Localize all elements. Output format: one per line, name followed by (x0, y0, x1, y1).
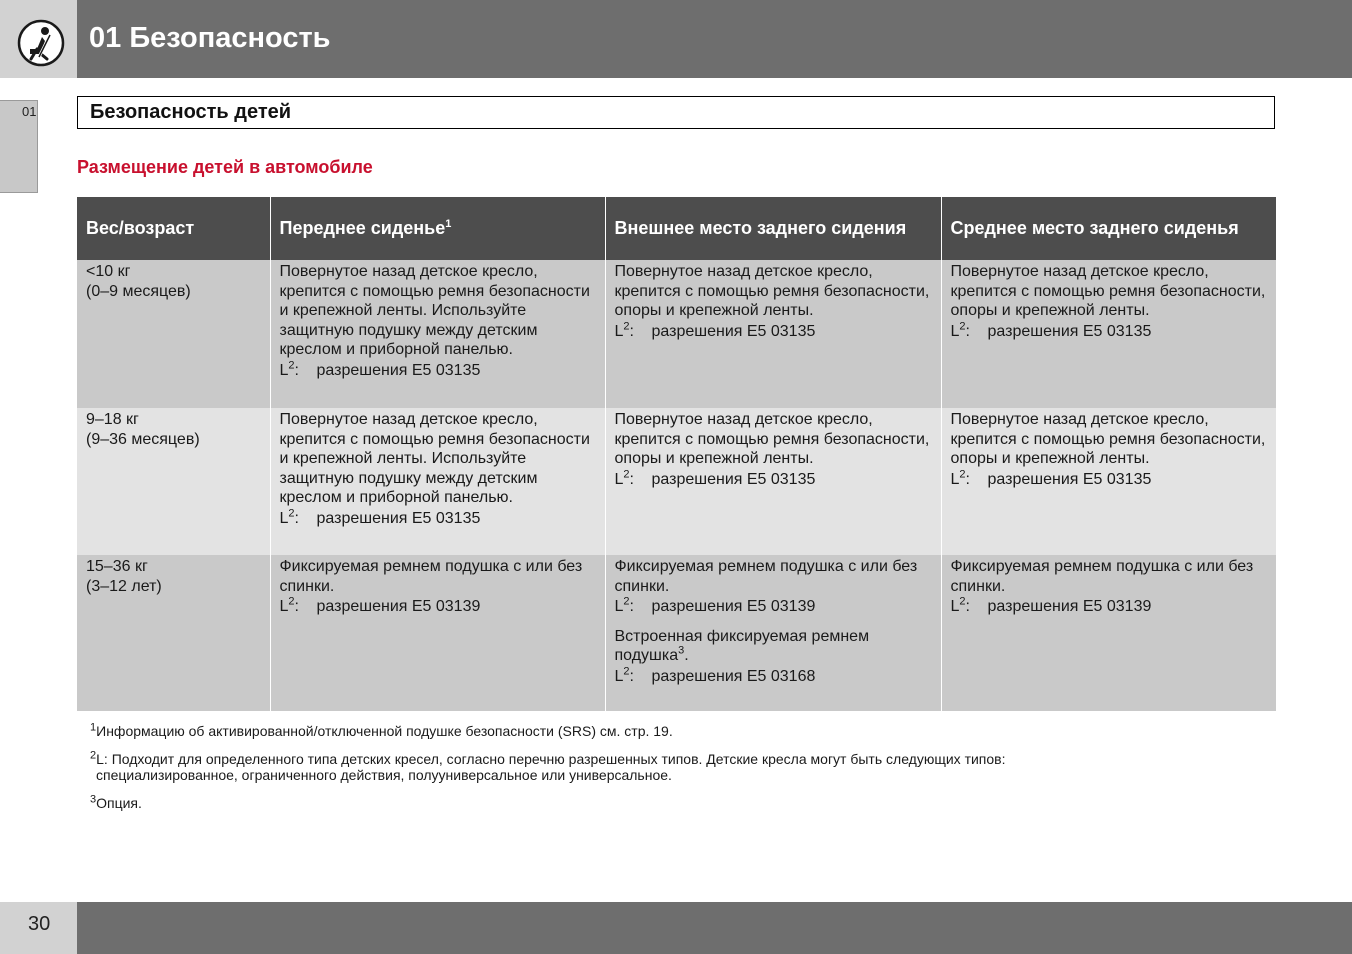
seat-description: Повернутое назад детское кресло, крепится с помощью ремня безопасности, опоры и крепежной ленты. (614, 263, 930, 319)
header-rear-middle: Среднее место заднего сиденья (941, 197, 1276, 260)
table-row (77, 260, 1276, 408)
footnote-3: $^3$Опция. (90, 793, 142, 811)
approval: $L^2$: разрешения E5 03139 (614, 595, 816, 615)
seat-description: Повернутое назад детское кресло, крепится с помощью ремня безопасности, опоры и крепежной ленты. (950, 263, 1266, 319)
chapter-icon-box (0, 0, 77, 78)
header-rear-outer: Внешнее место заднего сидения (605, 197, 941, 260)
cell-front-seat (270, 408, 605, 555)
seat-description: Повернутое назад детское кресло, крепится с помощью ремня безопасности и крепежной ленты. Используйте защитную подушку между детским креслом и приборной панелью. (279, 263, 590, 358)
chapter-title: 01 Безопасность (89, 22, 331, 54)
seat-description: Фиксируемая ремнем подушка с или без спинки. (614, 558, 918, 595)
cell-rear-outer (605, 408, 941, 555)
cell-front-seat (270, 260, 605, 408)
section-title: Безопасность детей (90, 101, 292, 123)
cell-rear-middle (941, 408, 1276, 555)
seat-description: Повернутое назад детское кресло, крепится с помощью ремня безопасности и крепежной ленты. Используйте защитную подушку между детским креслом и приборной панелью. (279, 411, 590, 506)
seat-description: Повернутое назад детское кресло, крепится с помощью ремня безопасности, опоры и крепежной ленты. (950, 411, 1266, 467)
page-number: 30 (28, 913, 51, 935)
side-tab-label: 01 (22, 104, 37, 119)
age: (3–12 лет) (86, 577, 162, 595)
seated-person-airbag-icon (17, 19, 65, 67)
section-heading-box (77, 96, 1275, 129)
approval: $L^2$: разрешения E5 03135 (614, 320, 816, 340)
cell-rear-middle (941, 555, 1276, 711)
header-weight-age: Вес/возраст (77, 197, 270, 260)
approval: $L^2$: разрешения E5 03135 (614, 468, 816, 488)
child-seat-table (77, 197, 1276, 711)
table-row (77, 555, 1276, 711)
weight: <10 кг (86, 263, 131, 280)
seat-description: Фиксируемая ремнем подушка с или без спинки. (279, 558, 583, 595)
seat-description: Повернутое назад детское кресло, крепится с помощью ремня безопасности, опоры и крепежной ленты. (614, 411, 930, 467)
approval: $L^2$: разрешения E5 03168 (614, 665, 816, 685)
header-front-seat: Переднее сиденье$^1$ (270, 197, 605, 260)
approval: $L^2$: разрешения E5 03135 (279, 507, 481, 527)
cell-rear-middle (941, 260, 1276, 408)
table-row (77, 408, 1276, 555)
approval: $L^2$: разрешения E5 03139 (950, 595, 1152, 615)
subsection-title: Размещение детей в автомобиле (77, 157, 373, 177)
footnote-1: $^1$Информацию об активированной/отключенной подушке безопасности (SRS) см. стр. 19. (90, 721, 673, 739)
seat-description-extra: Встроенная фиксируемая ремнем подушка$^3$. (614, 627, 870, 664)
weight: 15–36 кг (86, 558, 148, 575)
table-header-row (77, 197, 1276, 260)
approval: $L^2$: разрешения E5 03135 (950, 468, 1152, 488)
age: (9–36 месяцев) (86, 430, 200, 448)
weight: 9–18 кг (86, 411, 139, 428)
cell-weight-age (77, 555, 270, 711)
approval: $L^2$: разрешения E5 03135 (950, 320, 1152, 340)
cell-weight-age (77, 260, 270, 408)
age: (0–9 месяцев) (86, 282, 191, 300)
footnotes (90, 723, 1270, 823)
footnote-2: $^2$L: Подходит для определенного типа детских кресел, согласно перечню разрешенных типов. Детские кресла могут быть следующих типов: специализированное, ограниченного действия, полууниверсальное или универсальное. (90, 749, 1006, 783)
footnote-ref: 1 (445, 218, 452, 230)
cell-weight-age (77, 408, 270, 555)
cell-rear-outer (605, 555, 941, 711)
cell-front-seat (270, 555, 605, 711)
footer-band (0, 902, 1352, 954)
approval: $L^2$: разрешения E5 03139 (279, 595, 481, 615)
approval: $L^2$: разрешения E5 03135 (279, 359, 481, 379)
seat-description: Фиксируемая ремнем подушка с или без спинки. (950, 558, 1254, 595)
footnote-ref: 3 (678, 644, 685, 657)
cell-rear-outer (605, 260, 941, 408)
